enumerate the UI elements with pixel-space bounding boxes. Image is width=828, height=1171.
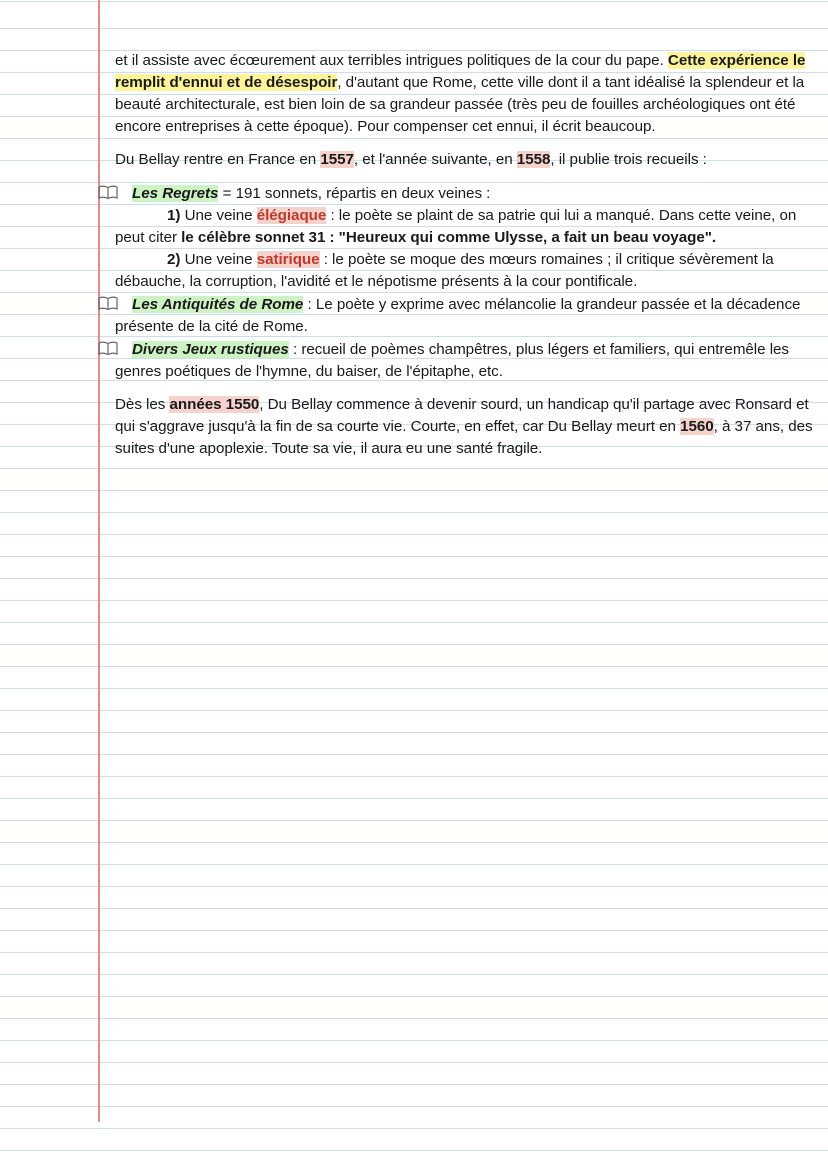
keyword-highlight: élégiaque — [256, 207, 327, 224]
text: , il publie trois recueils : — [550, 151, 707, 168]
paragraph-deafness — [115, 394, 815, 460]
list-item-antiquites — [115, 293, 815, 338]
keyword-highlight: satirique — [256, 251, 320, 268]
vein-satirical — [115, 249, 815, 293]
list-item-jeux — [115, 338, 815, 383]
text: , et l'année suivante, en — [353, 151, 517, 168]
highlight-yellow: Cette expérience le remplit d'ennui et de désespoir — [115, 52, 806, 91]
text: Dès les — [115, 396, 170, 413]
date-highlight: 1557 — [320, 151, 354, 168]
text: , d'autant que Rome, cette ville dont il a tant idéalisé la splendeur et la beauté architecturale, est bien loin de sa grandeur passée (très peu de fouilles archéologiques ont été encore entreprises à cette époque). Pour compenser cet ennui, il écrit beaucoup. — [115, 74, 805, 135]
text: et il assiste avec écœurement aux terribles intrigues politiques de la cour du pape. — [115, 52, 668, 69]
text: : le poète se plaint de sa patrie qui lui a manqué. Dans cette veine, on peut citer — [115, 207, 797, 246]
date-highlight: 1560 — [680, 418, 714, 435]
text: : Le poète y exprime avec mélancolie la grandeur passée et la décadence présente de la cité de Rome. — [115, 296, 801, 335]
bold-text: le célèbre sonnet 31 : "Heureux qui comme Ulysse, a fait un beau voyage". — [181, 229, 717, 246]
text: , Du Bellay commence à devenir sourd, un handicap qu'il partage avec Ronsard et qui s'aggrave jusqu'à la fin de sa courte vie. Courte, en effet, car Du Bellay meurt en — [115, 396, 809, 435]
book-title: Les Regrets — [132, 185, 219, 202]
text: Une veine — [180, 251, 257, 268]
notebook-margin-line — [98, 0, 100, 1122]
text: , à 37 ans, des suites d'une apoplexie. Toute sa vie, il aura eu une santé fragile. — [115, 418, 813, 457]
list-number: 2) — [167, 251, 181, 268]
book-icon — [98, 293, 132, 315]
text: : le poète se moque des mœurs romaines ; il critique sévèrement la débauche, la corruption, l'avidité et le népotisme présents à la cour pontificale. — [115, 251, 774, 290]
text: Une veine — [180, 207, 257, 224]
paragraph-rome-experience — [115, 50, 815, 138]
document-body — [115, 50, 815, 460]
text: Du Bellay rentre en France en — [115, 151, 321, 168]
book-title: Les Antiquités de Rome — [132, 296, 304, 313]
date-highlight: 1558 — [516, 151, 551, 168]
book-title: Divers Jeux rustiques — [132, 341, 289, 358]
book-icon — [98, 338, 132, 360]
paragraph-return-france — [115, 149, 815, 171]
text: : recueil de poèmes champêtres, plus légers et familiers, qui entremêle les genres poétiques de l'hymne, du baiser, de l'épitaphe, etc. — [115, 341, 789, 380]
text: = 191 sonnets, répartis en deux veines : — [218, 185, 491, 202]
vein-elegiac — [115, 205, 815, 249]
book-icon — [98, 182, 132, 204]
date-highlight: années 1550 — [169, 396, 260, 413]
list-number: 1) — [167, 207, 181, 224]
list-item-regrets — [115, 182, 815, 205]
